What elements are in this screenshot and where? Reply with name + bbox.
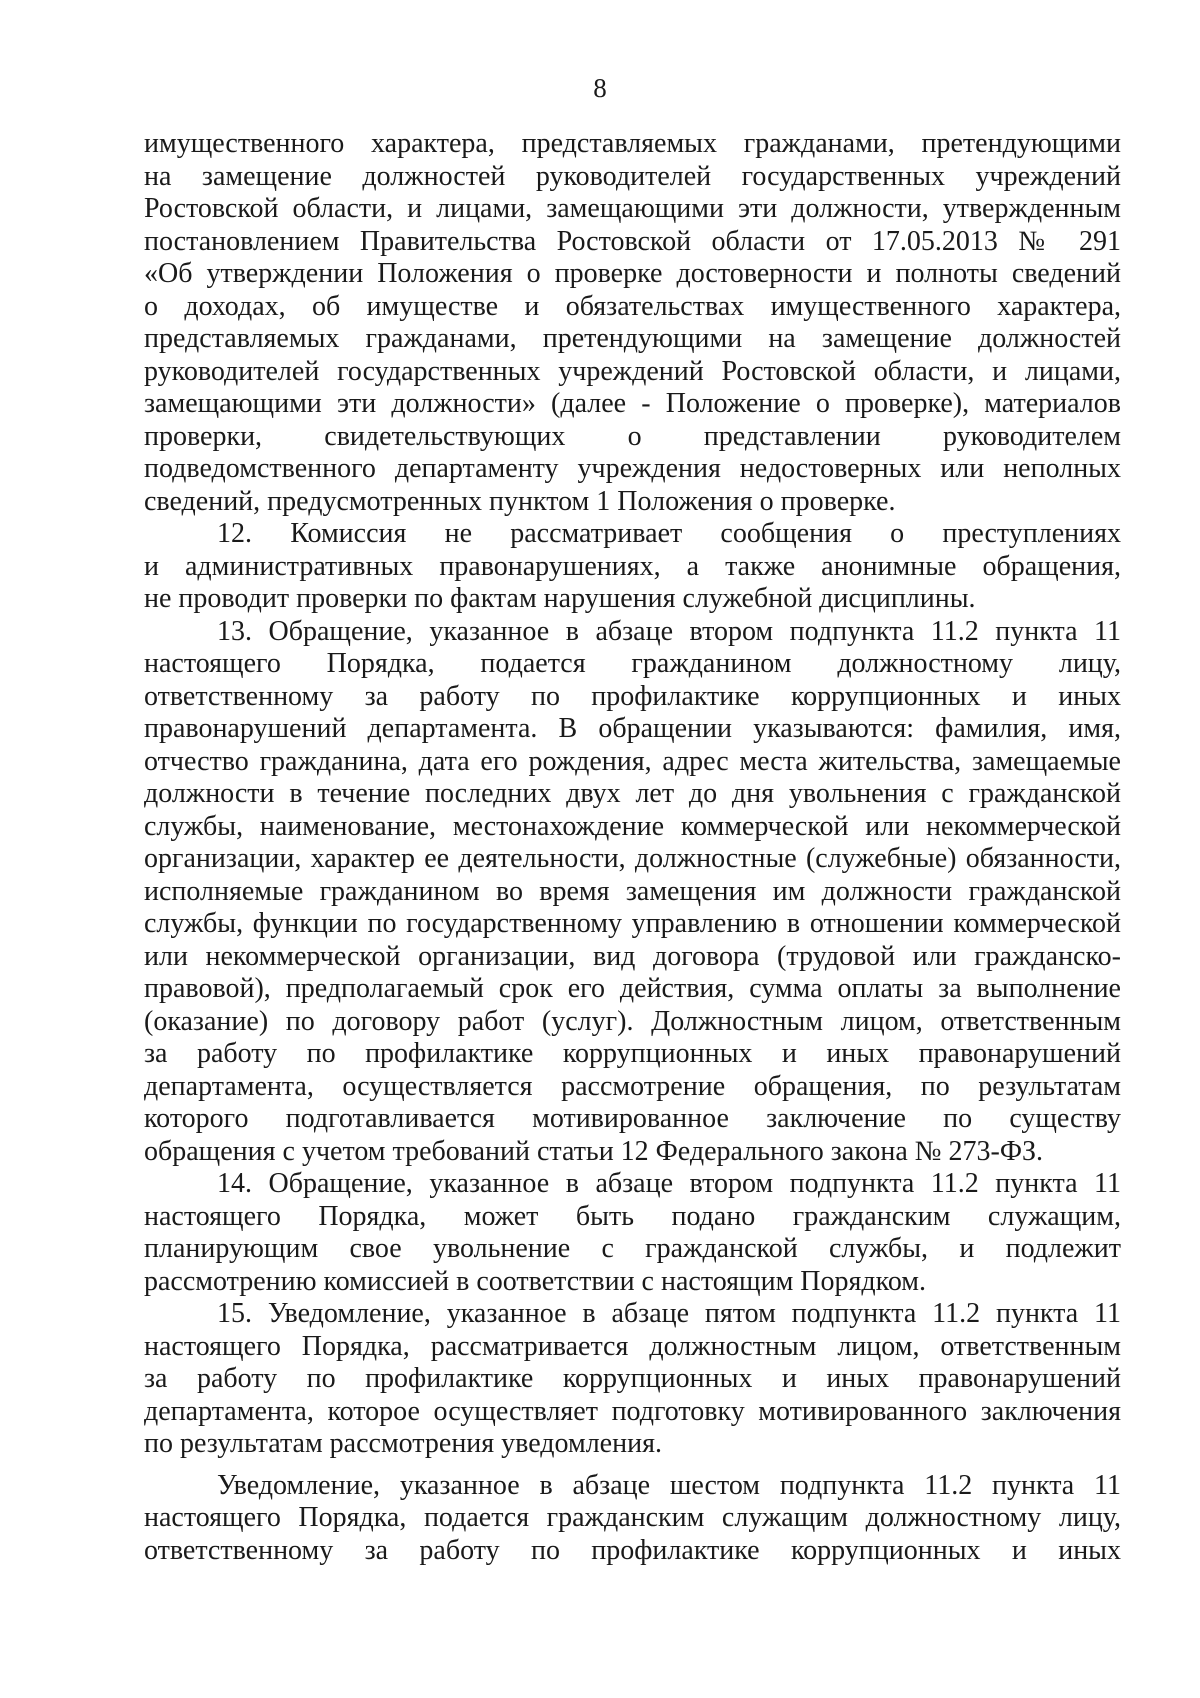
text-line: руководителей государственных учреждений Ростовской области, и лицами, [144,355,1121,387]
text-line: и административных правонарушениях, а также анонимные обращения, [144,550,1121,582]
text-line: представляемых гражданами, претендующими на замещение должностей [144,323,1121,354]
text-line: настоящего Порядка, может быть подано гражданским служащим, [144,1200,1121,1232]
text-line: службы, наименование, местонахождение коммерческой или некоммерческой [144,810,1121,842]
text-line: ответственному за работу по профилактике коррупционных и иных [144,680,1121,712]
document-body [144,128,1121,1567]
page-number: 8 [593,73,607,103]
text-line: правовой), предполагаемый срок его действия, сумма оплаты за выполнение [144,973,1121,1004]
text-line: подведомственного департаменту учреждения недостоверных или неполных [144,453,1121,484]
text-line: 12. Комиссия не рассматривает сообщения о преступлениях [217,518,1121,549]
text-line: организации, характер ее деятельности, должностные (служебные) обязанности, [144,843,1121,874]
text-line: которого подготавливается мотивированное заключение по существу [144,1103,1121,1134]
text-line: настоящего Порядка, подается гражданским служащим должностному лицу, [144,1502,1121,1533]
text-line: Уведомление, указанное в абзаце шестом подпункта 11.2 пункта 11 [217,1469,1121,1501]
text-line: за работу по профилактике коррупционных и иных правонарушений [144,1363,1121,1394]
text-line: о доходах, об имуществе и обязательствах имущественного характера, [144,290,1121,322]
text-line: проверки, свидетельствующих о представлении руководителем [144,420,1121,452]
text-line: службы, функции по государственному управлению в отношении коммерческой [144,908,1121,939]
text-line: должности в течение последних двух лет до дня увольнения с гражданской [144,778,1121,809]
text-line: «Об утверждении Положения о проверке достоверности и полноты сведений [144,258,1121,289]
text-line: департамента, которое осуществляет подготовку мотивированного заключения [144,1395,1121,1427]
text-line: 13. Обращение, указанное в абзаце втором подпункта 11.2 пункта 11 [217,615,1121,647]
text-line: 15. Уведомление, указанное в абзаце пятом подпункта 11.2 пункта 11 [217,1298,1121,1329]
text-line: имущественного характера, представляемых гражданами, претендующими [144,128,1121,159]
text-line: за работу по профилактике коррупционных и иных правонарушений [144,1038,1121,1069]
text-line: Ростовской области, и лицами, замещающими эти должности, утвержденным [144,193,1121,224]
paragraph-gap [144,1461,1121,1470]
text-line: рассмотрению комиссией в соответствии с настоящим Порядком. [144,1265,927,1297]
text-line: по результатам рассмотрения уведомления. [144,1428,662,1459]
text-line: (оказание) по договору работ (услуг). Должностным лицом, ответственным [144,1005,1121,1037]
text-line: на замещение должностей руководителей государственных учреждений [144,160,1121,192]
text-line: ответственному за работу по профилактике коррупционных и иных [144,1534,1121,1566]
text-line: не проводит проверки по фактам нарушения служебной дисциплины. [144,583,976,614]
text-line: исполняемые гражданином во время замещения им должности гражданской [144,875,1121,907]
text-line: обращения с учетом требований статьи 12 Федерального закона № 273-ФЗ. [144,1135,1043,1167]
text-line: 14. Обращение, указанное в абзаце втором подпункта 11.2 пункта 11 [217,1168,1121,1199]
text-line: департамента, осуществляется рассмотрение обращения, по результатам [144,1070,1121,1102]
text-line: настоящего Порядка, подается гражданином должностному лицу, [144,648,1121,679]
text-line: настоящего Порядка, рассматривается должностным лицом, ответственным [144,1330,1121,1362]
text-line: отчество гражданина, дата его рождения, адрес места жительства, замещаемые [144,745,1121,777]
text-line: постановлением Правительства Ростовской области от 17.05.2013 № 291 [144,225,1121,257]
text-line: или некоммерческой организации, вид договора (трудовой или гражданско- [144,940,1121,972]
text-line: замещающими эти должности» (далее - Положение о проверке), материалов [144,388,1121,419]
text-line: сведений, предусмотренных пунктом 1 Положения о проверке. [144,485,896,517]
text-line: планирующим свое увольнение с гражданской службы, и подлежит [144,1233,1121,1264]
text-line: правонарушений департамента. В обращении указываются: фамилия, имя, [144,713,1121,744]
